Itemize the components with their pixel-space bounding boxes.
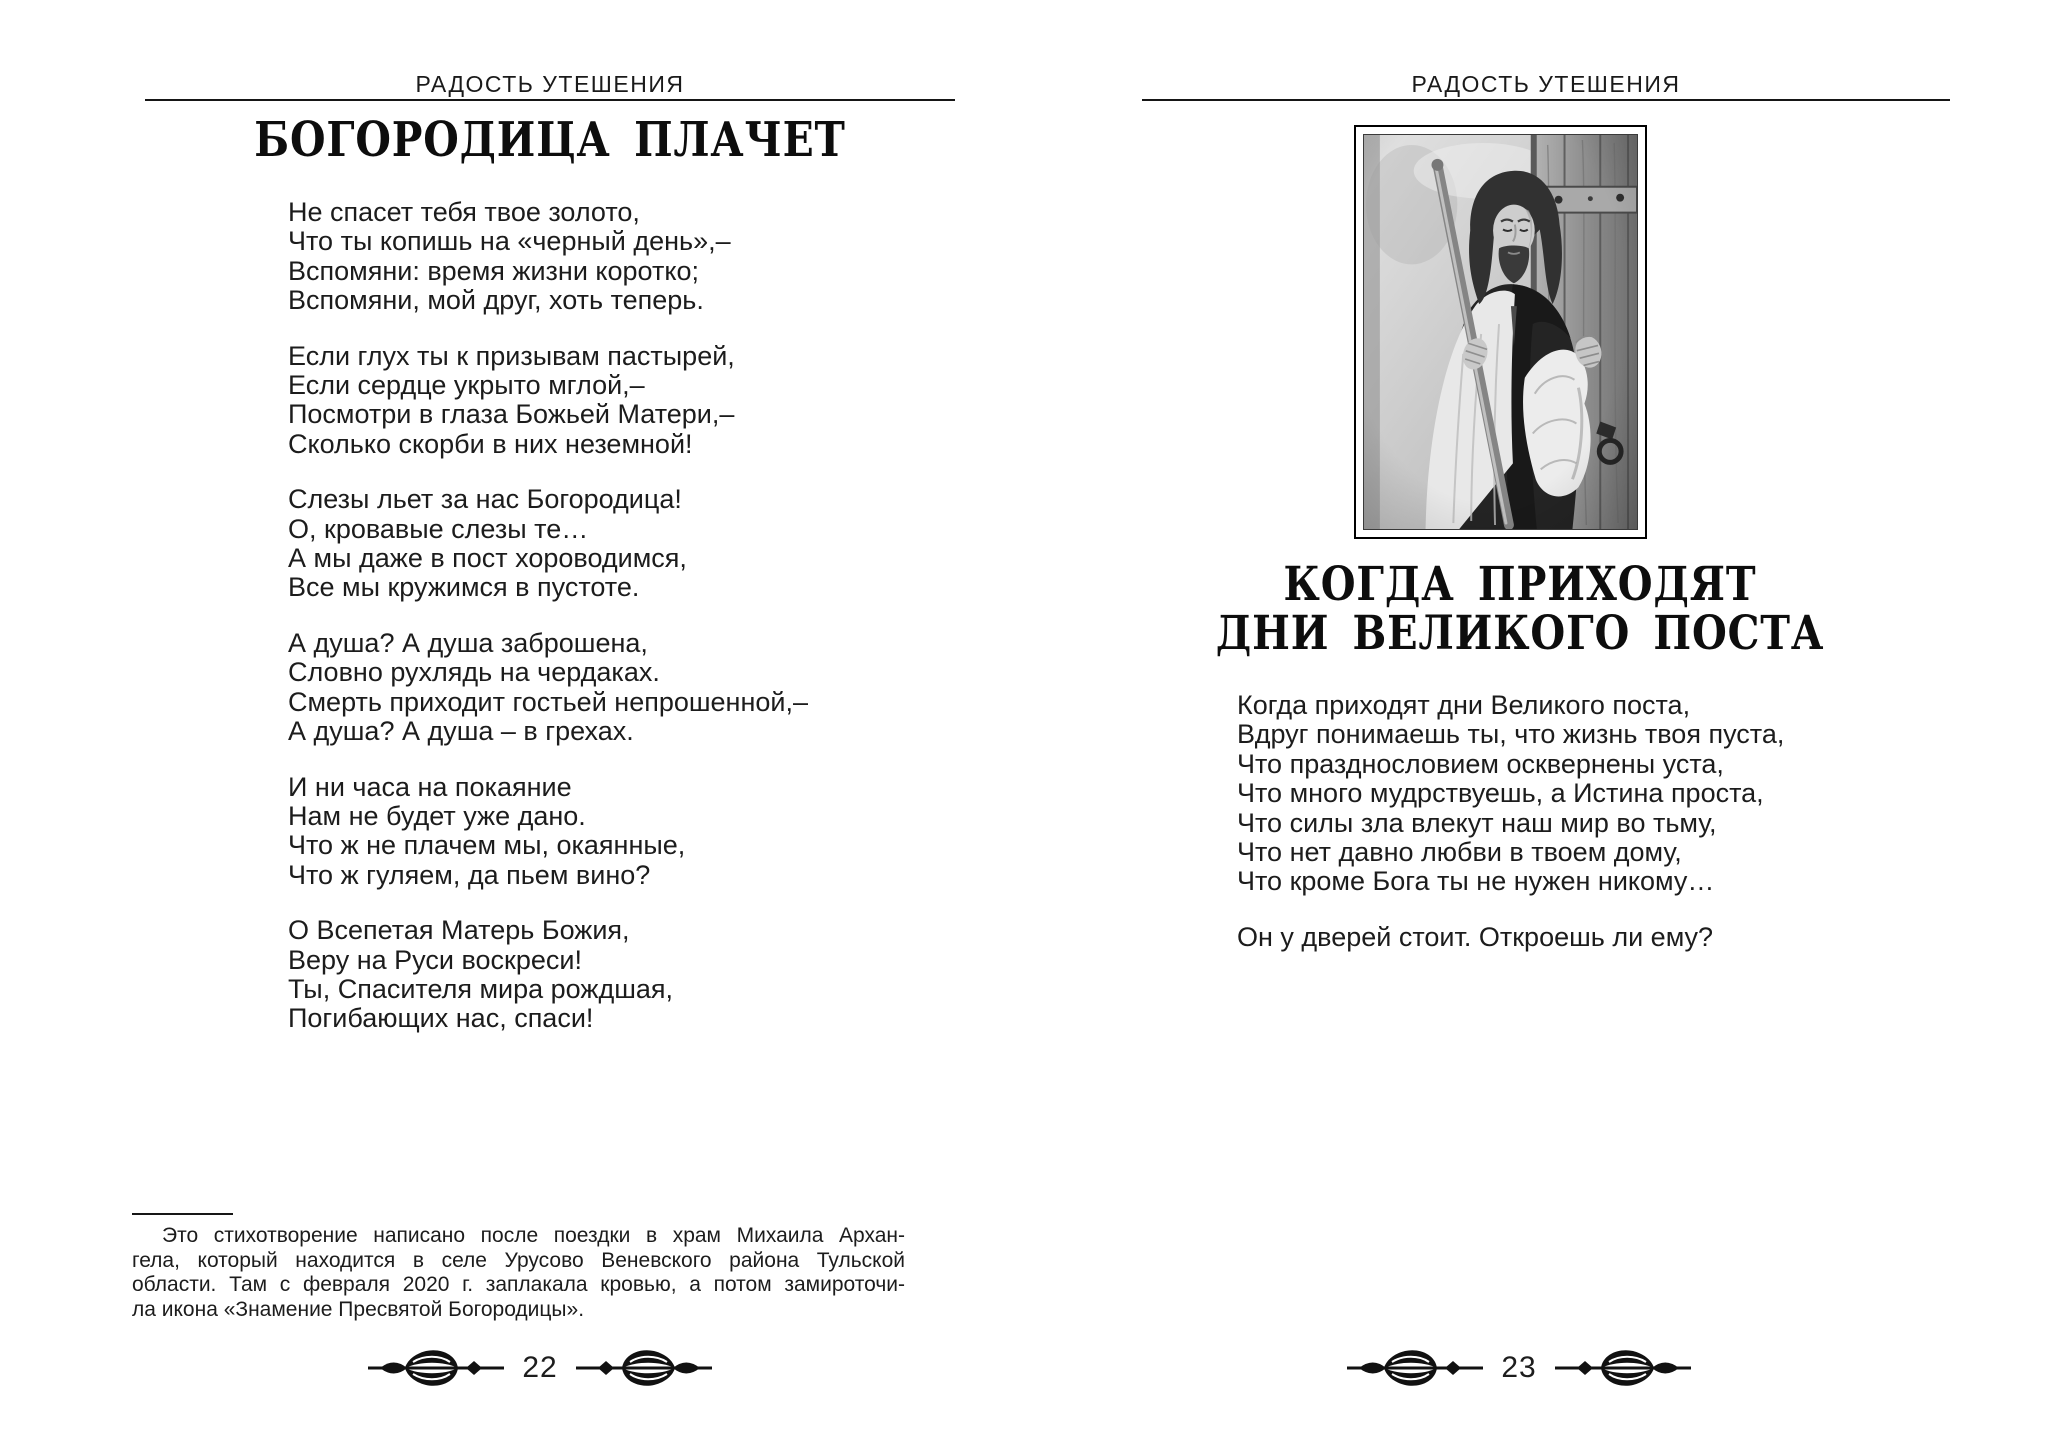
poem-line: Вдруг понимаешь ты, что жизнь твоя пуста, [1237,719,1785,750]
stanza [288,485,808,603]
right-page-number: 23 [1501,1351,1537,1384]
stanza [288,629,808,747]
poem-line: О, кровавые слезы те… [288,513,589,544]
right-header-rule [1142,99,1950,101]
poem-line: Что кроме Бога ты не нужен никому… [1237,866,1715,897]
illustration-frame [1354,125,1647,539]
poem-line: Все мы кружимся в пустоте. [288,572,640,603]
poem-line: Что празднословием осквернены уста, [1237,748,1724,779]
right-page-footer [1124,1348,1914,1388]
poem-line: Вспомяни: время жизни коротко; [288,255,699,286]
fleur-ornament-icon [368,1349,504,1387]
poem-line: Что ж не плачем мы, окаянные, [288,830,686,861]
poem-line: Если глух ты к призывам пастырей, [288,340,735,371]
stanza [288,773,808,891]
left-poem-title: БОГОРОДИЦА ПЛАЧЕТ [254,112,846,168]
stanza [1237,691,1784,897]
poem-line: Что много мудрствуешь, а Истина проста, [1237,778,1764,809]
stanza [288,342,808,460]
poem-line: Веру на Руси воскреси! [288,944,582,975]
poem-line: Что силы зла влекут наш мир во тьму, [1237,807,1717,838]
fleur-ornament-icon [1555,1349,1691,1387]
left-page-footer [145,1348,935,1388]
right-poem-title [1180,557,1860,661]
fleur-ornament-icon [1347,1349,1483,1387]
footnote-rule [132,1213,233,1215]
left-running-header: РАДОСТЬ УТЕШЕНИЯ [415,71,685,97]
fleur-ornament-icon [576,1349,712,1387]
title-line: ДНИ ВЕЛИКОГО ПОСТА [1215,606,1825,661]
right-poem [1237,691,1784,952]
stanza [288,198,808,316]
poem-line: Не спасет тебя твое золото, [288,197,640,227]
poem-line: Сколько скорби в них неземной! [288,428,693,459]
jesus-knocking-at-door-illustration [1363,134,1638,530]
poem-line: Что ж гуляем, да пьем вино? [288,859,651,890]
poem-line: Что ты копишь на «черный день»,– [288,226,731,257]
poem-line: Что нет давно любви в твоем дому, [1237,837,1682,868]
poem-line: А мы даже в пост хороводимся, [288,543,687,574]
footnote-line: области. Там с февраля 2020 г. заплакала кровью, а потом замироточи- [132,1273,905,1296]
poem-line: А душа? А душа – в грехах. [288,716,634,747]
stanza [288,916,808,1034]
poem-line: А душа? А душа заброшена, [288,627,648,658]
poem-line: Погибающих нас, спаси! [288,1003,594,1034]
poem-line: Смерть приходит гостьей непрошенной,– [288,686,808,717]
left-header-rule [145,99,955,101]
poem-line: Ты, Спасителя мира рождшая, [288,973,674,1004]
closing-line-block [1237,923,1784,952]
poem-line: Вспомяни, мой друг, хоть теперь. [288,285,704,316]
poem-line: О Всепетая Матерь Божия, [288,915,630,946]
left-poem [288,198,808,1060]
poem-line: Нам не будет уже дано. [288,800,586,831]
poem-line: И ни часа на покаяние [288,771,572,802]
footnote-line: Это стихотворение написано после поездки в храм Михаила Архан- [162,1224,905,1247]
left-page-number: 22 [522,1351,558,1384]
poem-line: Если сердце укрыто мглой,– [288,370,645,401]
right-running-header: РАДОСТЬ УТЕШЕНИЯ [1411,71,1681,97]
title-line: КОГДА ПРИХОДЯТ [1283,557,1757,612]
poem-line: Посмотри в глаза Божьей Матери,– [288,399,735,430]
poem-line: Словно рухлядь на чердаках. [288,657,660,688]
poem-line: Слезы льет за нас Богородица! [288,484,682,515]
footnote-line: гела, который находится в селе Урусово Веневского района Тульской [132,1248,905,1272]
footnote-line: ла икона «Знамение Пресвятой Богородицы». [132,1297,585,1321]
poem-line: Когда приходят дни Великого поста, [1237,690,1691,720]
footnote [132,1224,905,1322]
poem-line: Он у дверей стоит. Откроешь ли ему? [1237,921,1714,952]
